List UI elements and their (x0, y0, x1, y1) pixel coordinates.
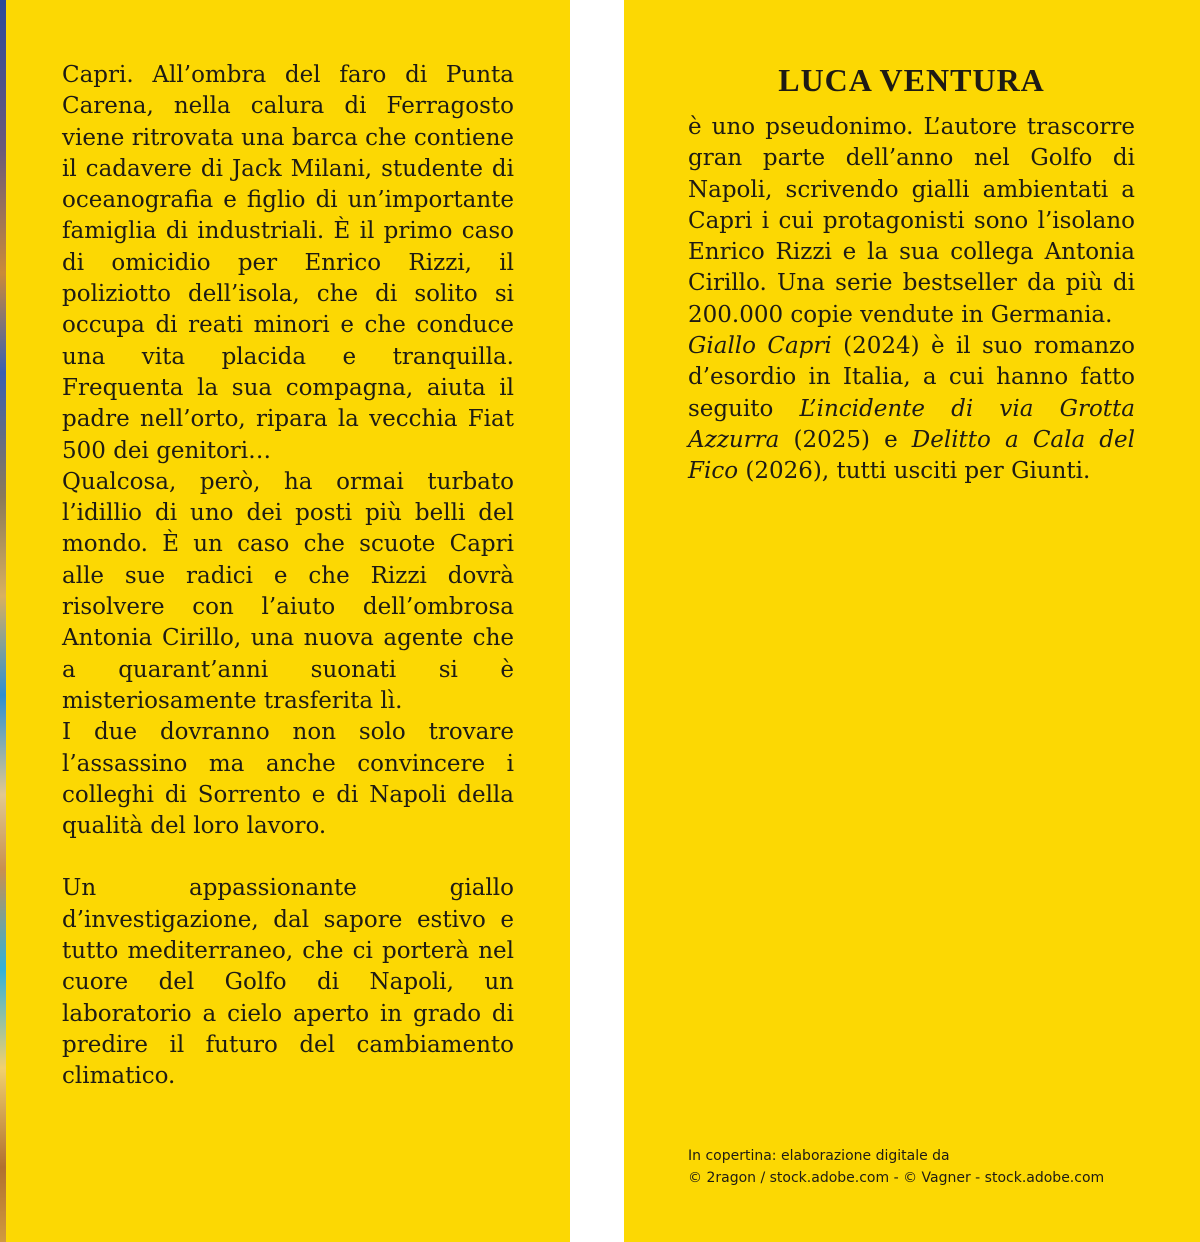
bibliography-text-2: (2025) e (779, 426, 912, 453)
synopsis-paragraph-3: I due dovranno non solo trovare l’assassino ma anche convincere i colleghi di Sorrento e di Napoli della qualità del loro lavoro. (62, 719, 514, 840)
front-flap (6, 0, 570, 1242)
book-title-delitto: Delitto a Cala del Fico (688, 426, 1135, 485)
credits-line-2: © 2ragon / stock.adobe.com - © Vagner - stock.adobe.com (688, 1170, 1105, 1186)
cover-credits (688, 1145, 1188, 1189)
synopsis-paragraph-4: Un appassionante giallo d’investigazione, dal sapore estivo e tutto mediterraneo, che ci porterà nel cuore del Golfo di Napoli, un laboratorio a cielo aperto in grado di predire il futuro del cambiamento climatico. (62, 875, 514, 1090)
author-bibliography (688, 331, 1135, 487)
book-title-incidente: L’incidente di via Grotta Azzurra (688, 395, 1135, 453)
synopsis-paragraph-2: Qualcosa, però, ha ormai turbato l’idillio di uno dei posti più belli del mondo. È un caso che scuote Capri alle sue radici e che Rizzi dovrà risolvere con l’aiuto dell’ombrosa Antonia Cirillo, una nuova agente che a quarant’anni suonati si è misteriosamente trasferita lì. (62, 468, 514, 714)
author-bio-intro: è uno pseudonimo. L’autore trascorre gran parte dell’anno nel Golfo di Napoli, scrivendo gialli ambientati a Capri i cui protagonisti sono l’isolano Enrico Rizzi e la sua collega Antonia Cirillo. Una serie bestseller da più di 200.000 copie vendute in Germania. (688, 114, 1135, 328)
synopsis-paragraph-1: Capri. All’ombra del faro di Punta Carena, nella calura di Ferragosto viene ritrovata una barca che contiene il cadavere di Jack Milani, studente di oceanografia e figlio di un’importante famiglia di industriali. È il primo caso di omicidio per Enrico Rizzi, il poliziotto dell’isola, che di solito si occupa di reati minori e che conduce una vita placida e tranquilla. Frequenta la sua compagna, aiuta il padre nell’orto, ripara la vecchia Fiat 500 dei genitori… (62, 62, 514, 464)
bibliography-text-3: (2026), tutti usciti per Giunti. (738, 458, 1091, 485)
paragraph-gap (62, 842, 514, 873)
bibliography-text-1: (2024) è il suo romanzo d’esordio in Italia, a cui hanno fatto seguito (688, 333, 1136, 422)
book-title-giallo-capri: Giallo Capri (688, 333, 832, 360)
back-flap (624, 0, 1200, 1242)
author-name: LUCA VENTURA (778, 62, 1045, 98)
credits-line-1: In copertina: elaborazione digitale da (688, 1148, 950, 1164)
